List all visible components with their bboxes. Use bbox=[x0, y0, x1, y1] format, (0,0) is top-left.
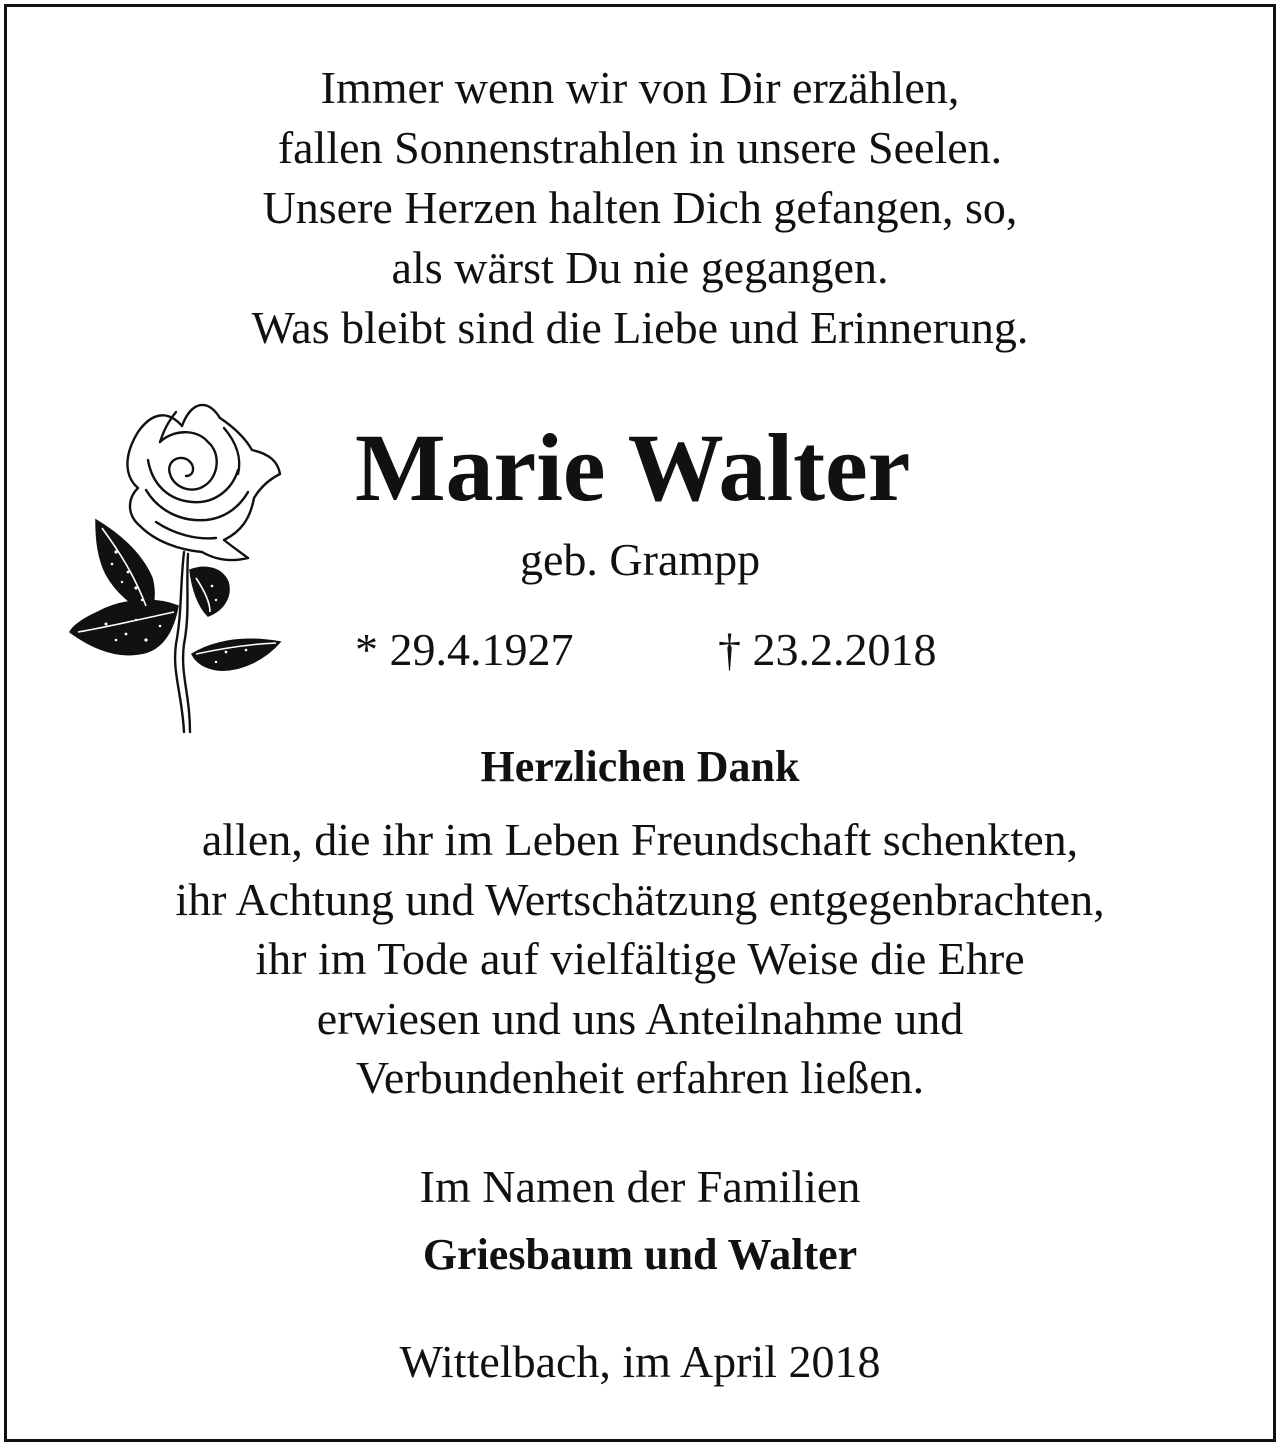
poem-line: Unsere Herzen halten Dich gefangen, so, bbox=[262, 182, 1018, 233]
family-intro: Im Namen der Familien bbox=[419, 1161, 861, 1212]
maiden-name: geb. Grampp bbox=[520, 534, 761, 585]
thanks-line: Verbundenheit erfahren ließen. bbox=[355, 1052, 925, 1103]
place-date: Wittelbach, im April 2018 bbox=[399, 1336, 881, 1387]
birth-date: * 29.4.1927 bbox=[355, 624, 574, 675]
poem-line: als wärst Du nie gegangen. bbox=[391, 242, 889, 293]
thanks-title: Herzlichen Dank bbox=[480, 742, 800, 791]
poem bbox=[0, 58, 1280, 358]
rose-icon bbox=[56, 382, 316, 752]
thanks-line: ihr Achtung und Wertschätzung entgegenbrachten, bbox=[175, 873, 1105, 925]
deceased-name: Marie Walter bbox=[355, 414, 911, 521]
poem-line: fallen Sonnenstrahlen in unsere Seelen. bbox=[277, 122, 1003, 173]
thanks-body bbox=[0, 810, 1280, 1108]
poem-line: Was bleibt sind die Liebe und Erinnerung. bbox=[251, 302, 1029, 353]
poem-line: Immer wenn wir von Dir erzählen, bbox=[320, 62, 960, 113]
thanks-line: ihr im Tode auf vielfältige Weise die Ehre bbox=[255, 933, 1025, 984]
family-names: Griesbaum und Walter bbox=[422, 1230, 858, 1279]
death-date: † 23.2.2018 bbox=[718, 624, 937, 675]
thanks-line: allen, die ihr im Leben Freundschaft schenkten, bbox=[201, 814, 1079, 865]
thanks-line: erwiesen und uns Anteilnahme und bbox=[316, 992, 964, 1044]
